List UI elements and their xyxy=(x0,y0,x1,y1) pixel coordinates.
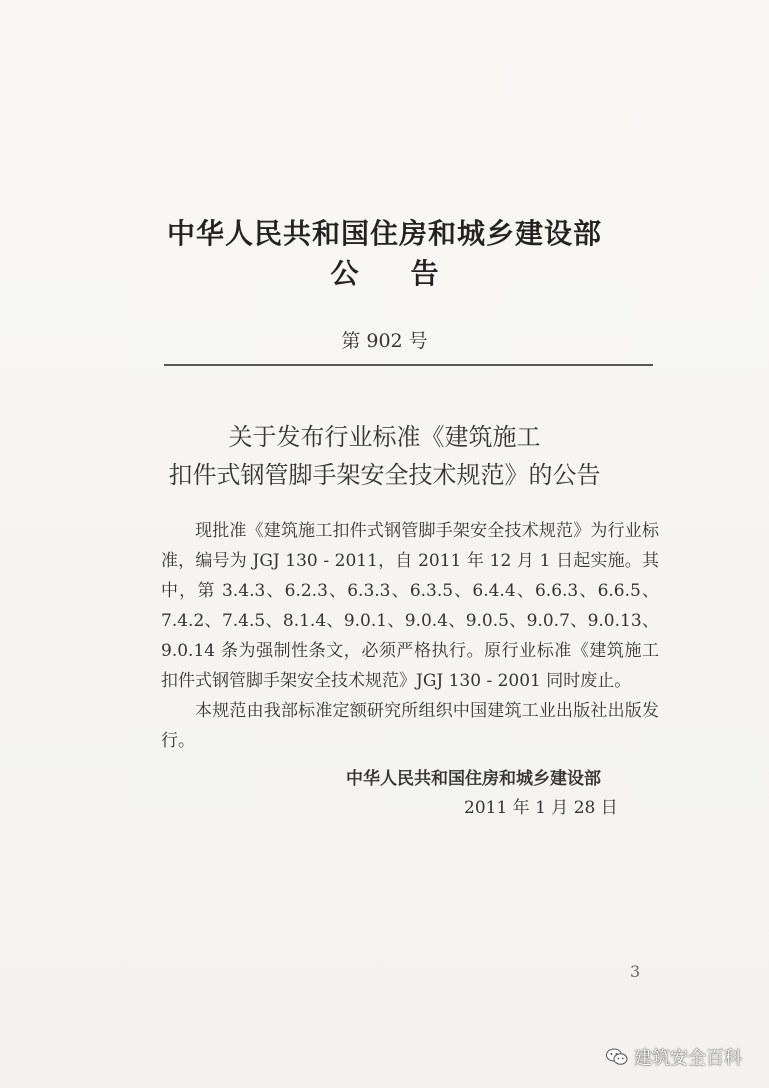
notice-label: 公告 xyxy=(330,257,491,290)
body-paragraph-1: 现批准《建筑施工扣件式钢管脚手架安全技术规范》为行业标准，编号为 JGJ 130 - 2011，自 2011 年 12 月 1 日起实施。其中，第 3.4.3、6.2.3、6.3.3、6.3.5、6.4.4、6.6.3、6.6.5、7.4.2、7.4.5、8.1.4、9.0.1、9.0.4、9.0.5、9.0.7、9.0.13、9.0.14 条为强制性条文，必须严格执行。原行业标准《建筑施工扣件式钢管脚手架安全技术规范》JGJ 130 - 2001 同时废止。 xyxy=(161,521,659,691)
wechat-icon xyxy=(606,1048,628,1066)
watermark-text: 建筑安全百科 xyxy=(634,1048,742,1069)
department-title: 中华人民共和国住房和城乡建设部 xyxy=(166,217,602,250)
subject-title xyxy=(0,418,769,494)
body-text xyxy=(161,516,659,756)
signature-date: 2011 年 1 月 28 日 xyxy=(464,798,618,818)
body-paragraph-2: 本规范由我部标准定额研究所组织中国建筑工业出版社出版发行。 xyxy=(161,701,659,751)
subject-line-1: 关于发布行业标准《建筑施工 xyxy=(228,423,541,451)
watermark xyxy=(606,1044,742,1070)
signer-name: 中华人民共和国住房和城乡建设部 xyxy=(346,769,601,789)
page-number: 3 xyxy=(630,962,641,981)
announcement-number: 第 902 号 xyxy=(341,330,428,352)
divider-line xyxy=(164,364,653,366)
subject-line-2: 扣件式钢管脚手架安全技术规范》的公告 xyxy=(168,461,601,489)
